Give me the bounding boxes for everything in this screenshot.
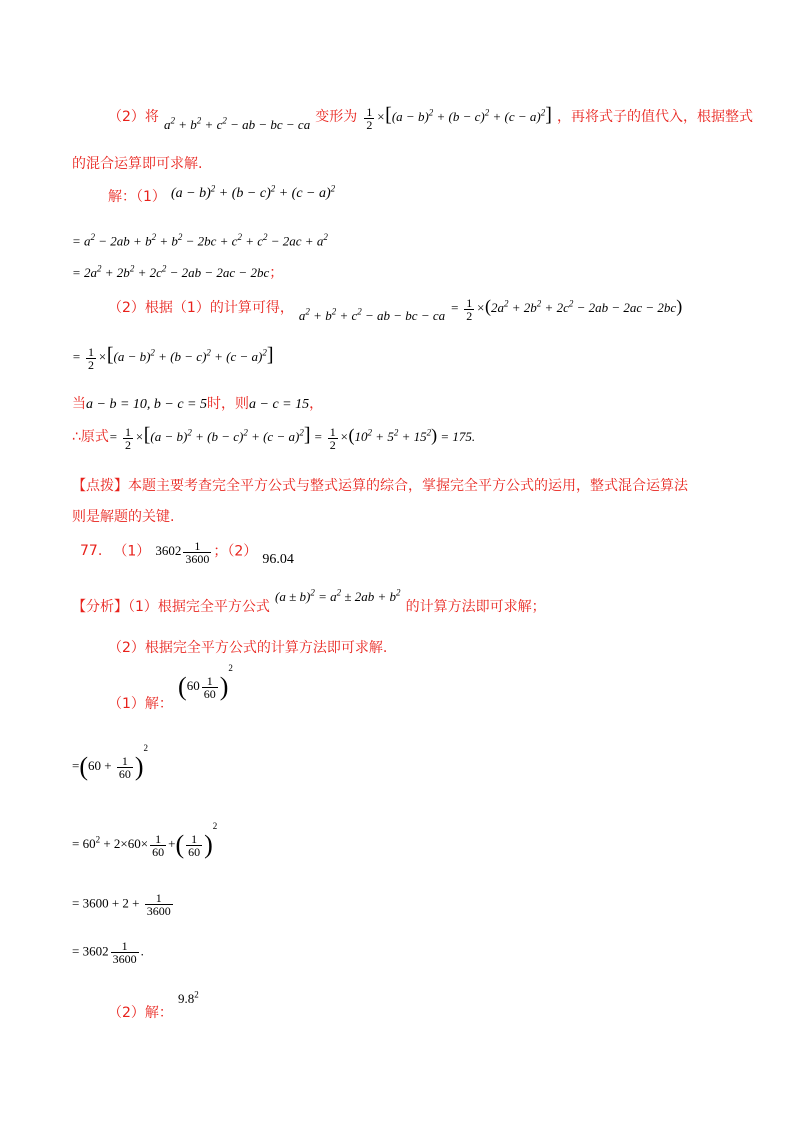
formula-expression: $(a - b)^2 + (b - c)^2 + (c - a)^2$ [171, 183, 336, 201]
solution-2-step: = $\frac{1}{2}$ $\times[(a - b)^2 + (b - c)^2 + (c - a)^2]$ [72, 344, 274, 372]
analysis-line-1: 【分析】（1）根据完全平方公式 $^{(a \pm b)^2 = a^2 \pm 2ab + b^2}$ 的计算方法即可求解； [72, 587, 546, 615]
solution-2-label: （2）根据（1）的计算可得， [108, 300, 294, 316]
step-1-line: （1）解： (60 $\frac{1}{60}$ )$^2$ [108, 662, 233, 712]
step-1-b: = $60^2 + 2\times 60\times$ $\frac{1}{60}$ +( $\frac{1}{60}$ )$^2$ [72, 820, 218, 859]
step-1-a: =(60 + $\frac{1}{60}$ )$^2$ [72, 742, 149, 781]
answer-1: 3602 $\frac{1}{3600}$ [155, 539, 210, 566]
solution-1-line [108, 182, 336, 205]
method-text-b: 变形为 [315, 109, 358, 125]
answer-2: 96.04 [262, 552, 294, 568]
expansion-step-2: = $2a^2 + 2b^2 + 2c^2 - 2ab - 2ac - 2bc$； [72, 263, 284, 281]
formula-half-sum: $\frac{1}{2}$ $\times[(a - b)^2 + (b - c)^2 + (c - a)^2]$ [366, 104, 552, 132]
step-1-c: = 3600 + 2 + $\frac{1}{3600}$ [72, 891, 171, 918]
method-line-2: 的混合运算即可求解. [72, 156, 203, 172]
result-line: ∴原式= $\frac{1}{2}$ $\times[(a - b)^2 + (b - c)^2 + (c - a)^2]$ = $\frac{1}{2}$ $\times(10^2 + 5^2 + 15^2) = 175$. [72, 424, 476, 452]
analysis-line-2: （2）根据完全平方公式的计算方法即可求解. [108, 640, 388, 656]
method-text-a: （2）将 [108, 109, 159, 125]
condition-line: 当a − b = 10, b − c = 5时，则a − c = 15， [72, 396, 324, 412]
tip-line-1: 【点拨】本题主要考查完全平方公式与整式运算的综合，掌握完全平方公式的运用，整式混合运算法 [72, 478, 688, 494]
step-1-d: = 3602 $\frac{1}{3600}$ . [72, 939, 144, 966]
solution-2-line: （2）根据（1）的计算可得， $_{a^2 + b^2 + c^2 - ab - bc - ca}$ = $\frac{1}{2}$ $\times(2a^2 + 2b^2 + 2c^2 - 2ab - 2ac - 2bc)$ [108, 295, 683, 323]
tip-line-2: 则是解题的关键. [72, 509, 175, 525]
solution-label: 解：（1） [108, 189, 166, 205]
formula-sum-squares: a2 + b2 + c2 − ab − bc − ca [164, 115, 311, 132]
method-text-c: ，再将式子的值代入，根据整式 [557, 109, 754, 125]
question-77-line: 77. （1） 3602 $\frac{1}{3600}$ ；（2） 96.04 [80, 539, 294, 568]
question-number: 77. [80, 543, 103, 560]
expansion-step-1: = $a^2 - 2ab + b^2 + b^2 - 2bc + c^2 + c^2 - 2ac + a^2$ [72, 232, 328, 249]
step-2-line: （2）解： $9.8^2$ [108, 989, 199, 1021]
method-line-1 [108, 104, 753, 131]
